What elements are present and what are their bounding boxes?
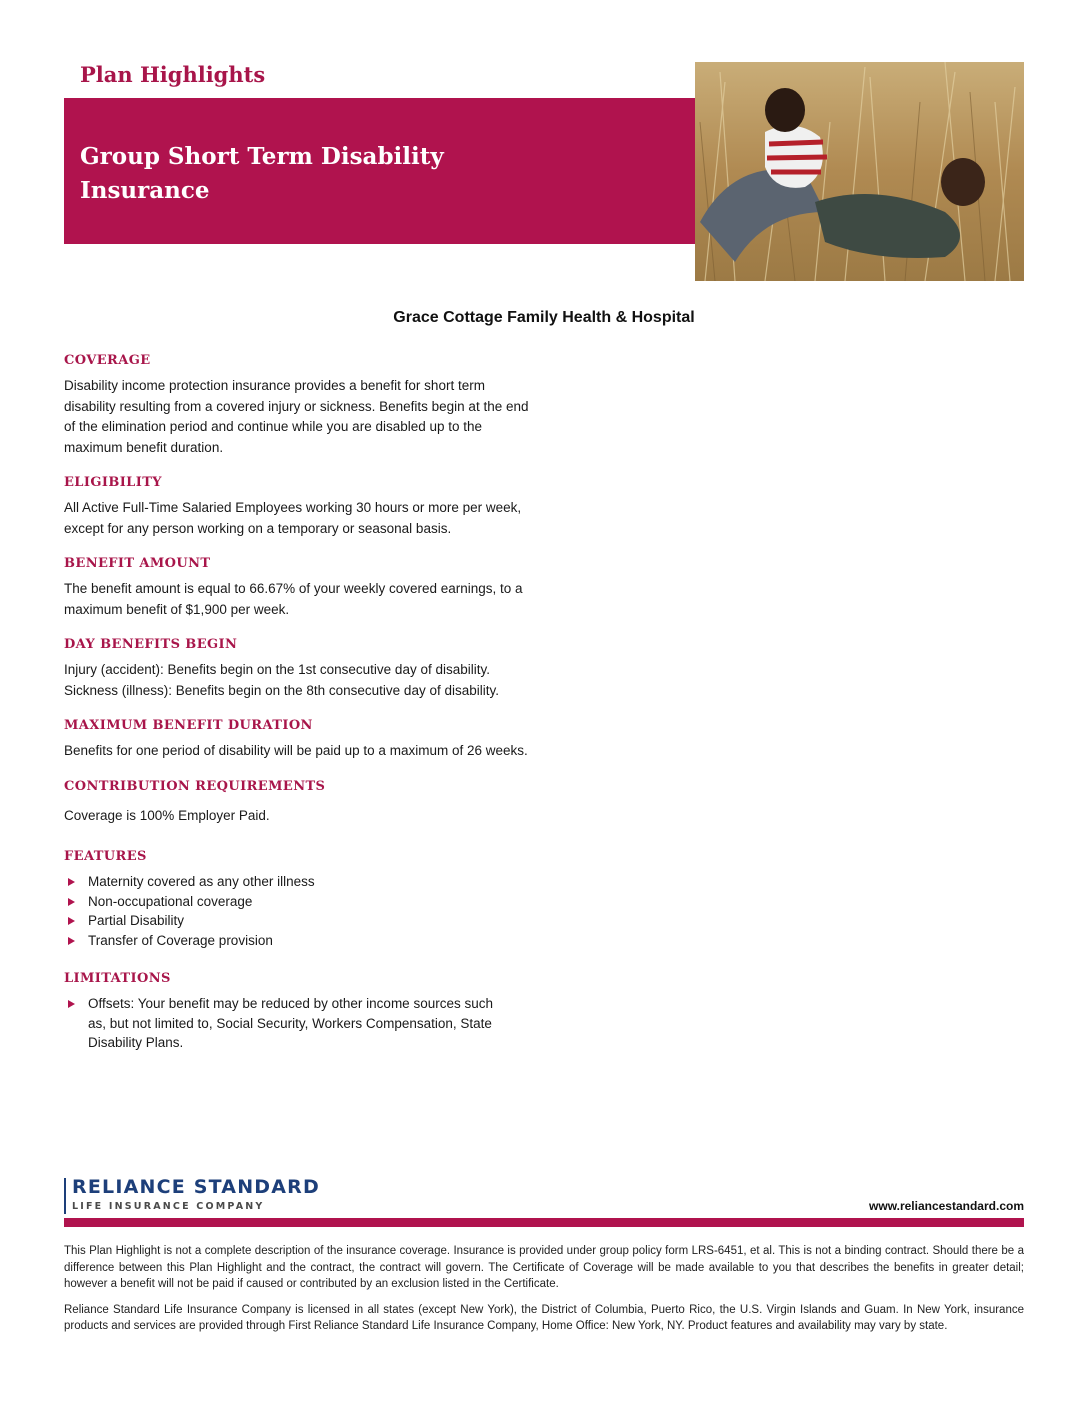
plan-highlights-kicker: Plan Highlights xyxy=(80,62,266,87)
injury-text: Injury (accident): Benefits begin on the 1st consecutive day of disability. xyxy=(64,662,490,677)
title-line-2: Insurance xyxy=(80,177,210,204)
coverage-heading: COVERAGE xyxy=(64,353,151,368)
max-duration-heading: MAXIMUM BENEFIT DURATION xyxy=(64,718,313,733)
features-list xyxy=(64,872,534,950)
contribution-text: Coverage is 100% Employer Paid. xyxy=(64,807,270,823)
features-section xyxy=(64,846,534,950)
photo-illustration xyxy=(695,62,1024,281)
list-item xyxy=(64,931,534,951)
title-banner xyxy=(64,98,696,244)
feature-text: Transfer of Coverage provision xyxy=(88,932,273,948)
coverage-text: Disability income protection insurance provides a benefit for short term disability resulting from a covered injury or sickness. Benefits begin at the end of the elimination period and continue while you are disabled up to the maximum benefit duration. xyxy=(64,378,529,455)
feature-text: Non-occupational coverage xyxy=(88,893,253,909)
plan-sections xyxy=(64,350,534,1067)
disclaimer xyxy=(64,1243,1024,1344)
benefit-amount-section xyxy=(64,553,534,620)
logo-subtitle: LIFE INSURANCE COMPANY xyxy=(72,1201,265,1212)
limitation-text: Offsets: Your benefit may be reduced by other income sources such as, but not limited to, Social Security, Workers Compensation, State Disability Plans. xyxy=(88,996,493,1050)
logo-bar xyxy=(64,1178,66,1214)
max-duration-section xyxy=(64,715,534,762)
bullet-arrow-icon xyxy=(68,917,75,925)
contribution-heading: CONTRIBUTION REQUIREMENTS xyxy=(64,778,326,794)
coverage-section xyxy=(64,350,534,458)
list-item xyxy=(64,994,504,1053)
list-item xyxy=(64,892,534,912)
list-item xyxy=(64,872,534,892)
feature-text: Maternity covered as any other illness xyxy=(88,874,315,889)
eligibility-heading: ELIGIBILITY xyxy=(64,475,162,490)
eligibility-text: All Active Full-Time Salaried Employees working 30 hours or more per week, except for any person working on a temporary or seasonal basis. xyxy=(64,500,522,536)
logo-name: RELIANCE STANDARD xyxy=(72,1176,320,1198)
bullet-arrow-icon xyxy=(68,937,75,945)
limitations-section xyxy=(64,968,534,1053)
title-line-1: Group Short Term Disability xyxy=(80,143,444,170)
feature-text: Partial Disability xyxy=(88,913,185,928)
eligibility-section xyxy=(64,472,534,539)
company-name: Grace Cottage Family Health & Hospital xyxy=(393,309,695,326)
website-link[interactable]: www.reliancestandard.com xyxy=(869,1199,1024,1213)
bullet-arrow-icon xyxy=(68,1000,75,1008)
limitations-heading: LIMITATIONS xyxy=(64,971,171,986)
contribution-section xyxy=(64,776,534,827)
day-benefits-begin-section xyxy=(64,634,534,701)
bullet-arrow-icon xyxy=(68,878,75,886)
family-in-field-photo xyxy=(695,62,1024,281)
disclaimer-paragraph-2: Reliance Standard Life Insurance Company is licensed in all states (except New York), the District of Columbia, Puerto Rico, the U.S. Virgin Islands and Guam. In New York, insurance products and services are provided through First Reliance Standard Life Insurance Company, Home Office: New York, NY. Product features and availability may vary by state. xyxy=(64,1303,1024,1332)
bullet-arrow-icon xyxy=(68,898,75,906)
footer-divider xyxy=(64,1218,1024,1227)
disclaimer-paragraph-1: This Plan Highlight is not a complete description of the insurance coverage. Insurance is provided under group policy form LRS-6451, et al. This is not a binding contract. Should there be a difference between this Plan Highlight and the contract, the contract will govern. The Certificate of Coverage will be made available to you that describes the benefits in greater detail; however a benefit will not be paid if caused or contributed by an exclusion listed in the Certificate. xyxy=(64,1245,1024,1290)
benefit-amount-heading: BENEFIT AMOUNT xyxy=(64,556,211,571)
benefit-amount-text: The benefit amount is equal to 66.67% of your weekly covered earnings, to a maximum benefit of $1,900 per week. xyxy=(64,581,523,617)
max-duration-text: Benefits for one period of disability will be paid up to a maximum of 26 weeks. xyxy=(64,743,528,758)
page-title xyxy=(80,140,444,208)
list-item xyxy=(64,911,534,931)
limitations-list xyxy=(64,994,504,1053)
day-benefits-begin-heading: DAY BENEFITS BEGIN xyxy=(64,637,238,652)
features-heading: FEATURES xyxy=(64,849,147,864)
sickness-text: Sickness (illness): Benefits begin on the 8th consecutive day of disability. xyxy=(64,682,499,698)
